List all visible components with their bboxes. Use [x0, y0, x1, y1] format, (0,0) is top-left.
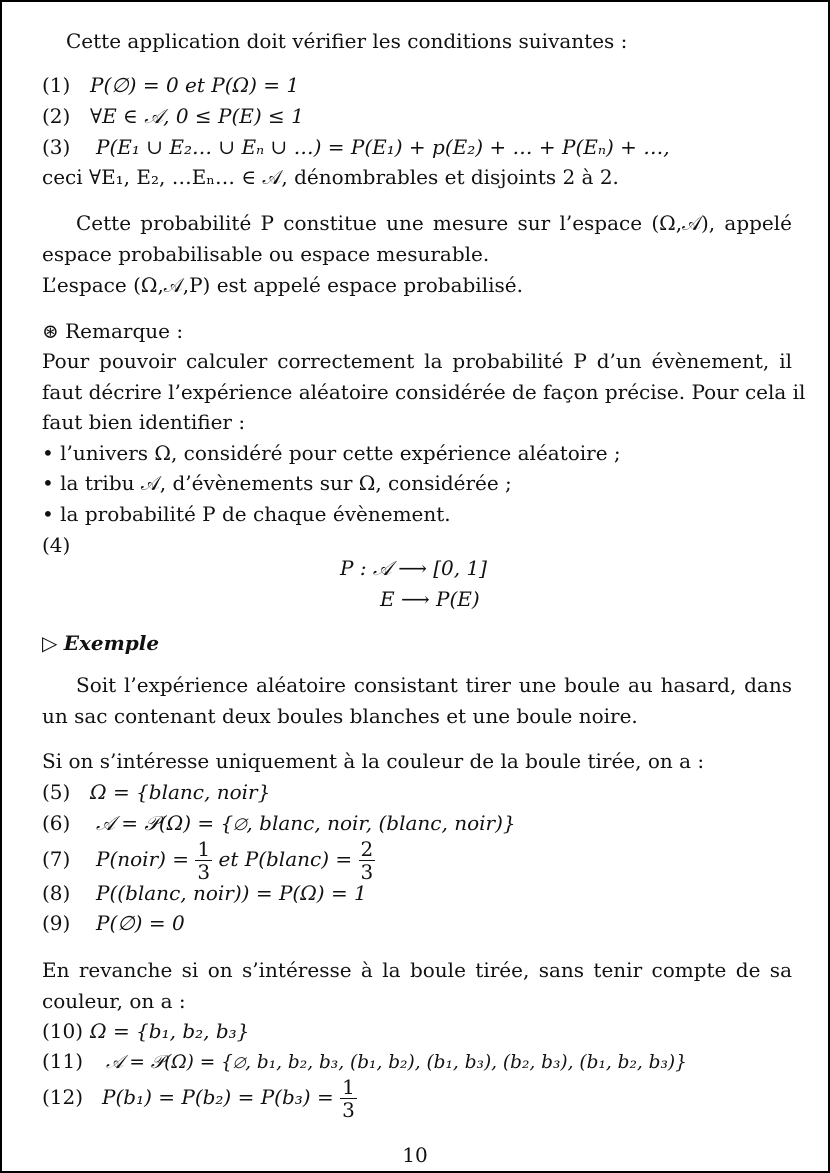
equation-formula: P((blanc, noir)) = P(Ω) = 1	[96, 881, 367, 905]
exemple-line-1: Soit l’expérience aléatoire consistant tirer une boule au hasard, dans	[76, 673, 792, 697]
equation-formula: Ω = {blanc, noir}	[90, 780, 271, 804]
equation-5	[42, 779, 270, 805]
equation-8	[42, 880, 367, 906]
equation-11	[42, 1048, 687, 1076]
condition-label: (3)	[42, 135, 71, 159]
condition-2	[42, 103, 304, 129]
equation-12	[42, 1074, 357, 1121]
equation-6	[42, 810, 516, 836]
equation-label: (9)	[42, 911, 71, 935]
equation-label: (6)	[42, 811, 71, 835]
condition-3-tail: ceci ∀E₁, E₂, …Eₙ… ∈ 𝒜, dénombrables et disjoints 2 à 2.	[42, 165, 619, 189]
fraction-one-third	[340, 1076, 357, 1121]
fraction-two-thirds	[359, 838, 376, 883]
fraction-one-third	[195, 838, 212, 883]
revanche-line-1: En revanche si on s’intéresse à la boule tirée, sans tenir compte de sa	[42, 958, 792, 982]
mapping-label: (4)	[42, 533, 71, 557]
exemple-heading	[42, 630, 159, 656]
revanche-line-2: couleur, on a :	[42, 989, 186, 1013]
fraction-denominator: 3	[342, 1098, 355, 1122]
equation-10	[42, 1018, 249, 1044]
condition-formula: P(E₁ ∪ E₂… ∪ Eₙ ∪ …) = P(E₁) + p(E₂) + … + P(Eₙ) + …,	[96, 135, 670, 159]
equation-lhs: P(noir) =	[96, 847, 190, 871]
remarque-line-2: faut décrire l’expérience aléatoire considérée de façon précise. Pour cela il	[42, 380, 806, 404]
mesure-line-1: Cette probabilité P constitue une mesure sur l’espace (Ω,𝒜), appelé	[76, 211, 792, 235]
couleur-intro: Si on s’intéresse uniquement à la couleur de la boule tirée, on a :	[42, 749, 705, 773]
intro-text: Cette application doit vérifier les conditions suivantes :	[66, 29, 628, 53]
remarque-line-1: Pour pouvoir calculer correctement la probabilité P d’un évènement, il	[42, 349, 792, 373]
equation-label: (10)	[42, 1019, 84, 1043]
bullet-tribu: • la tribu 𝒜, d’évènements sur Ω, considérée ;	[42, 471, 512, 495]
page-number: 10	[402, 1143, 428, 1167]
fraction-numerator: 1	[197, 837, 211, 861]
fraction-denominator: 3	[360, 860, 374, 884]
equation-label: (12)	[42, 1085, 84, 1109]
equation-label: (7)	[42, 847, 71, 871]
condition-formula: ∀E ∈ 𝒜, 0 ≤ P(E) ≤ 1	[90, 104, 304, 128]
remarque-title: ⊛ Remarque :	[42, 319, 184, 343]
equation-label: (5)	[42, 780, 71, 804]
remarque-line-3: faut bien identifier :	[42, 410, 246, 434]
triangle-right-icon: ▷	[42, 631, 58, 655]
fraction-numerator: 2	[360, 837, 374, 861]
equation-formula: P(∅) = 0	[96, 911, 185, 935]
bullet-probabilite: • la probabilité P de chaque évènement.	[42, 502, 451, 526]
fraction-numerator: 1	[342, 1075, 355, 1099]
mapping-line-2: E ⟶ P(E)	[380, 587, 480, 611]
mesure-line-2: espace probabilisable ou espace mesurable.	[42, 242, 490, 266]
condition-1	[42, 72, 299, 98]
condition-label: (2)	[42, 104, 71, 128]
equation-9	[42, 910, 185, 936]
mesure-line-3: L’espace (Ω,𝒜,P) est appelé espace probabilisé.	[42, 273, 523, 297]
equation-formula: 𝒜 = 𝒫(Ω) = {∅, blanc, noir, (blanc, noir)}	[96, 811, 516, 835]
mapping-line-1: P : 𝒜 ⟶ [0, 1]	[340, 556, 487, 580]
fraction-denominator: 3	[197, 860, 211, 884]
equation-formula: Ω = {b₁, b₂, b₃}	[90, 1019, 250, 1043]
equation-7	[42, 836, 375, 883]
equation-formula: 𝒜 = 𝒫(Ω) = {∅, b₁, b₂, b₃, (b₁, b₂), (b₁, b₃), (b₂, b₃), (b₁, b₂, b₃)}	[106, 1052, 687, 1073]
condition-formula: P(∅) = 0 et P(Ω) = 1	[90, 73, 300, 97]
equation-label: (11)	[42, 1049, 84, 1073]
equation-label: (8)	[42, 881, 71, 905]
bullet-univers: • l’univers Ω, considéré pour cette expérience aléatoire ;	[42, 441, 621, 465]
exemple-line-2: un sac contenant deux boules blanches et une boule noire.	[42, 704, 638, 728]
condition-3	[42, 134, 670, 160]
equation-lhs: P(b₁) = P(b₂) = P(b₃) =	[102, 1085, 334, 1109]
condition-label: (1)	[42, 73, 71, 97]
exemple-title: Exemple	[63, 631, 160, 655]
equation-mid: et P(blanc) =	[218, 847, 353, 871]
